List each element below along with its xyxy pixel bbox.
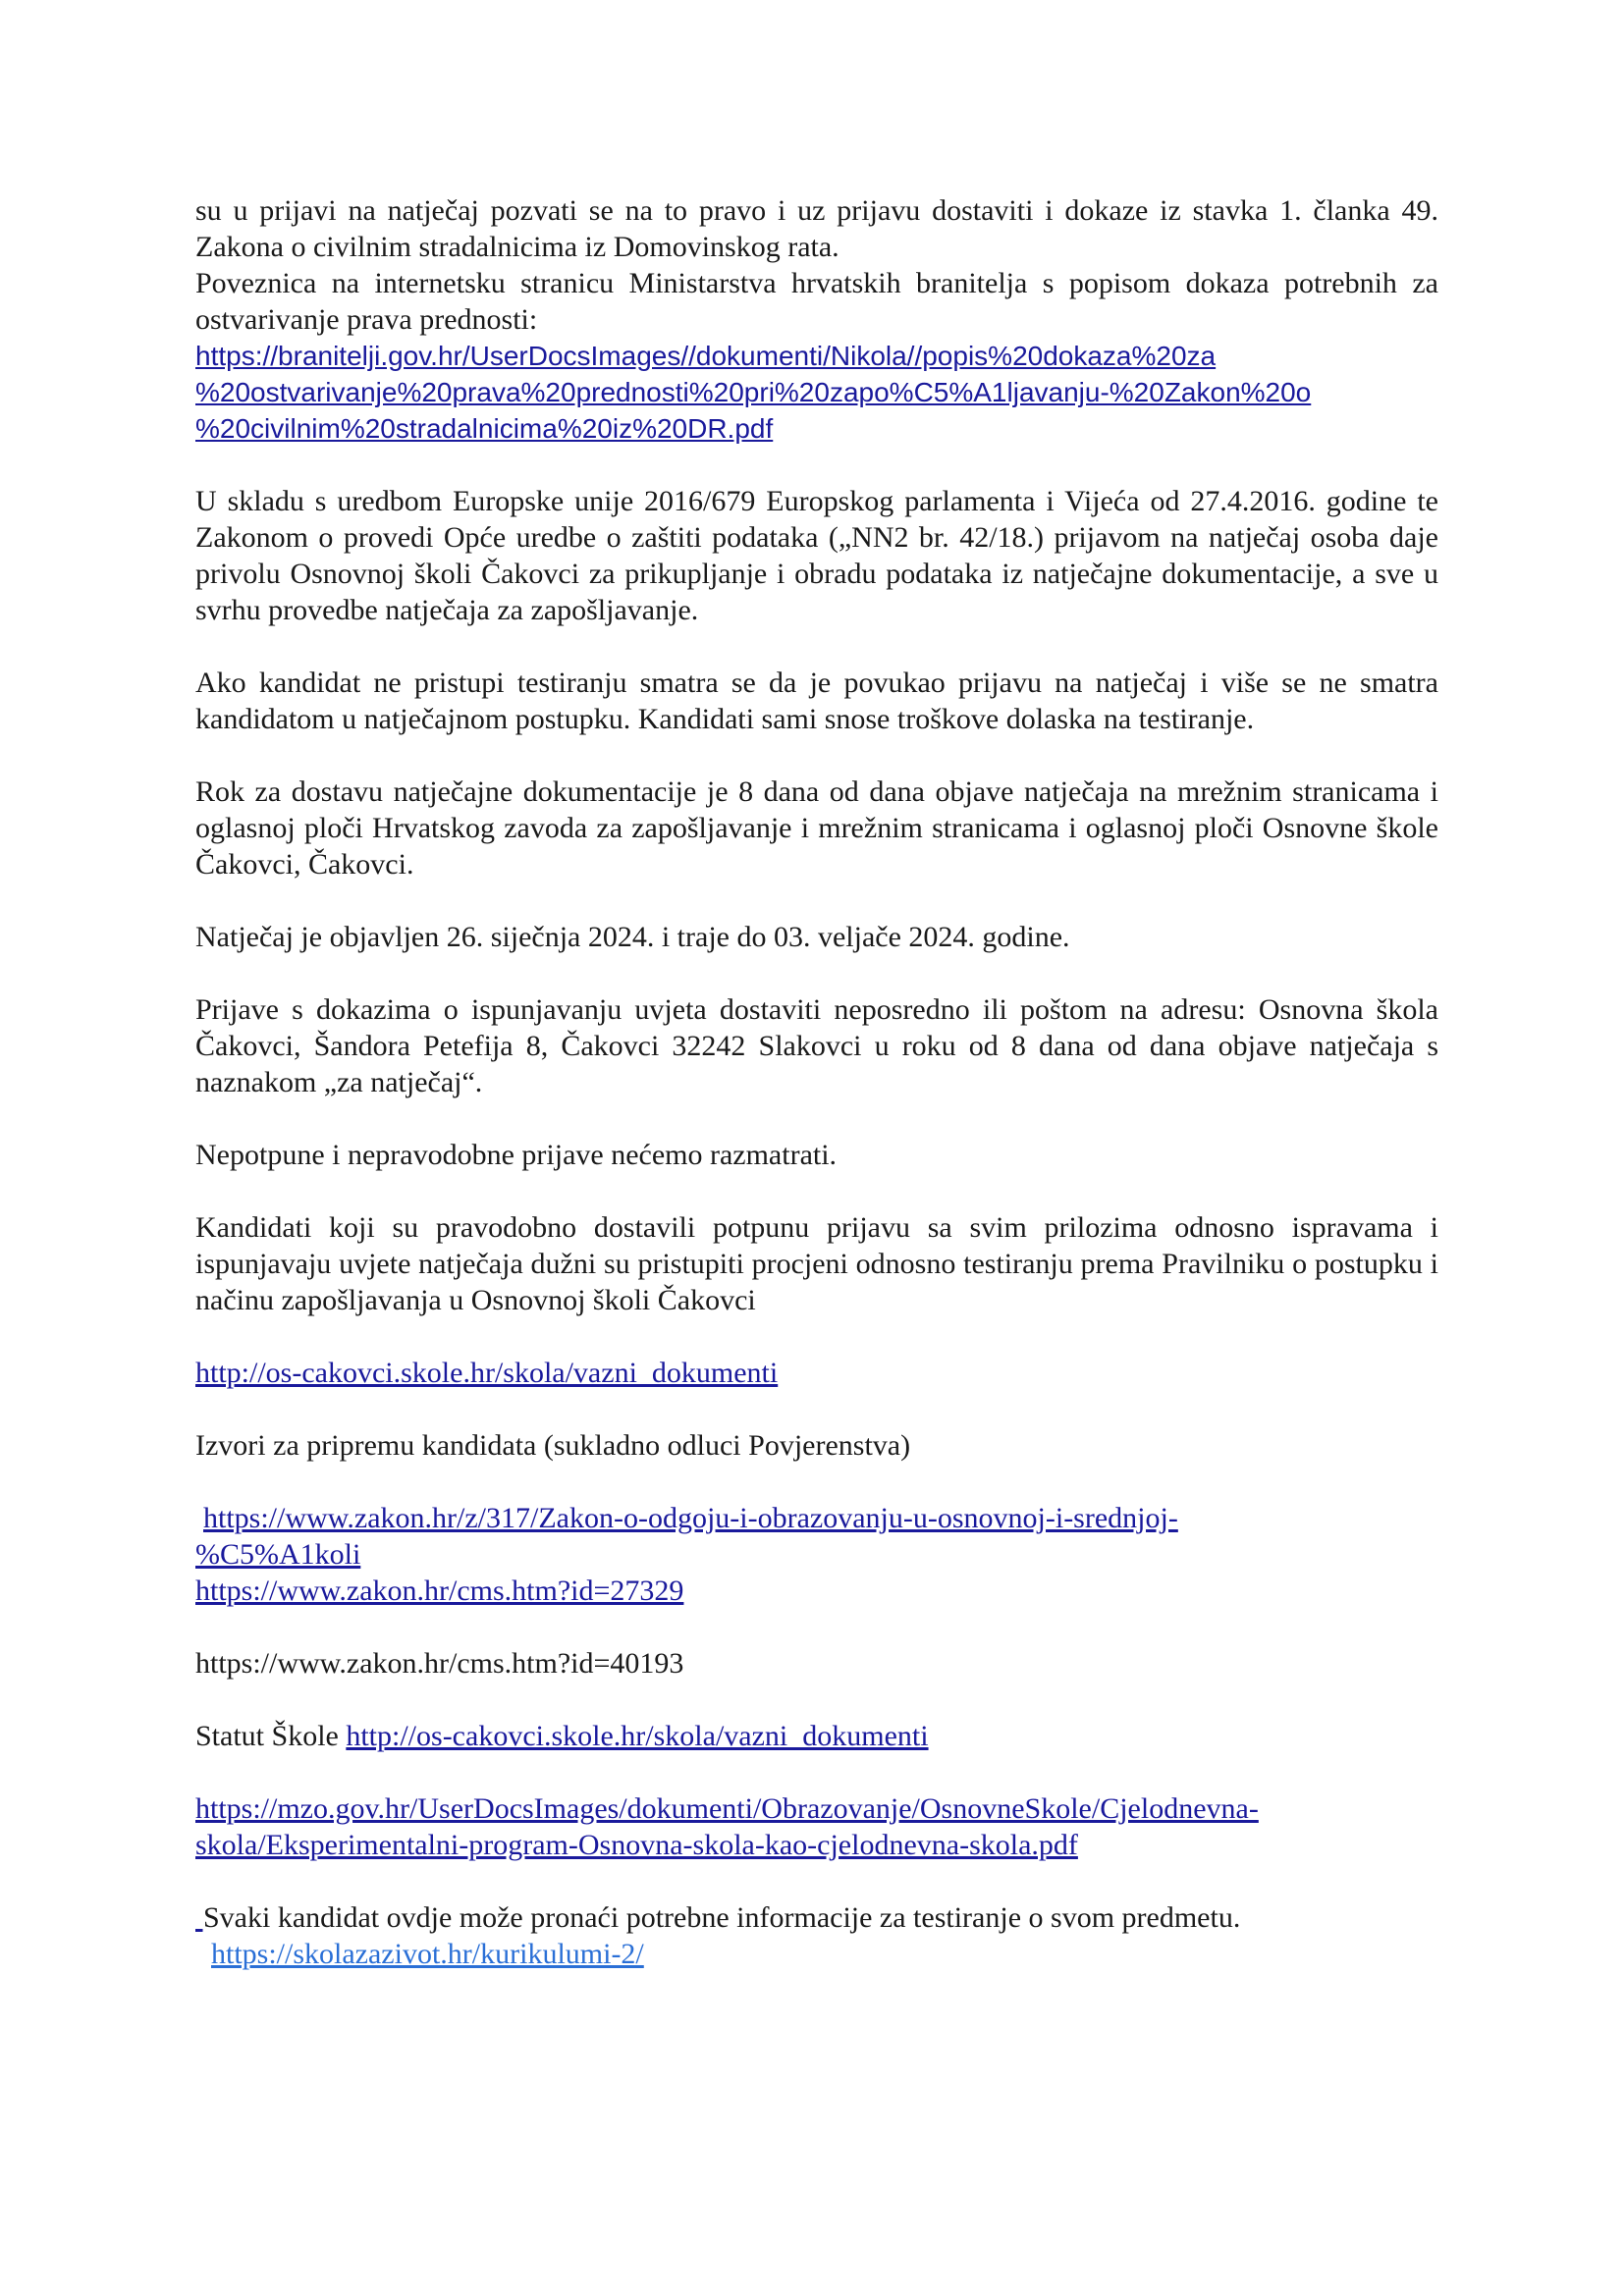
- document-page: [195, 192, 1438, 1972]
- paragraph-ministry-link-intro: Poveznica na internetsku stranicu Ministarstva hrvatskih branitelja s popisom dokaza potrebnih za ostvarivanje prava prednosti:: [195, 267, 1438, 336]
- paragraph-civil-victims: su u prijavi na natječaj pozvati se na to pravo i uz prijavu dostaviti i dokaze iz stavka 1. članka 49. Zakona o civilnim stradalnicima iz Domovinskog rata.: [195, 194, 1438, 263]
- paragraph-deadline: Rok za dostavu natječajne dokumentacije je 8 dana od dana objave natječaja na mrežnim stranicama i oglasnoj ploči Hrvatskog zavoda za zapošljavanje i mrežnim stranicama i oglasnoj ploči Osnovne škole Čakovci, Čakovci.: [195, 775, 1438, 881]
- paragraph-candidates-testing: Kandidati koji su pravodobno dostavili potpunu prijavu sa svim prilozima odnosno ispravama i ispunjavaju uvjete natječaja dužni su pristupiti procjeni odnosno testiranju prema Pravilniku o postupku i načinu zapošljavanja u Osnovnoj školi Čakovci: [195, 1211, 1438, 1316]
- link-zakon-cms-27329[interactable]: https://www.zakon.hr/cms.htm?id=27329: [195, 1575, 684, 1607]
- link-vazni-dokumenti[interactable]: http://os-cakovci.skole.hr/skola/vazni_dokumenti: [195, 1357, 779, 1389]
- statut-label: Statut Škole: [195, 1720, 347, 1752]
- link-mzo-line-2[interactable]: skola/Eksperimentalni-program-Osnovna-skola-kao-cjelodnevna-skola.pdf: [195, 1829, 1078, 1861]
- link-mzo-line-1[interactable]: https://mzo.gov.hr/UserDocsImages/dokumenti/Obrazovanje/OsnovneSkole/Cjelodnevna-: [195, 1792, 1259, 1825]
- paragraph-candidate-info: [195, 1899, 1438, 1936]
- candidate-info-text: Svaki kandidat ovdje može pronaći potrebne informacije za testiranje o svom predmetu.: [203, 1901, 1241, 1934]
- link-zakon-odgoj-line-2[interactable]: %C5%A1koli: [195, 1538, 361, 1571]
- link-statut-vazni-dokumenti[interactable]: http://os-cakovci.skole.hr/skola/vazni_dokumenti: [346, 1720, 929, 1752]
- link-zakon-odgoj-line-1[interactable]: https://www.zakon.hr/z/317/Zakon-o-odgoju-i-obrazovanju-u-osnovnoj-i-srednjoj-: [203, 1502, 1178, 1534]
- link-branitelji-line-3[interactable]: %20civilnim%20stradalnicima%20iz%20DR.pdf: [195, 413, 774, 444]
- link-branitelji-line-2[interactable]: %20ostvarivanje%20prava%20prednosti%20pri%20zapo%C5%A1ljavanju-%20Zakon%20o: [195, 377, 1312, 407]
- paragraph-incomplete-applications: Nepotpune i nepravodobne prijave nećemo razmatrati.: [195, 1139, 838, 1171]
- statut-line: [195, 1718, 1438, 1754]
- paragraph-gdpr: U skladu s uredbom Europske unije 2016/679 Europskog parlamenta i Vijeća od 27.4.2016. godine te Zakonom o provedi Opće uredbe o zaštiti podataka („NN2 br. 42/18.) prijavom na natječaj osoba daje privolu Osnovnoj školi Čakovci za prikupljanje i obradu podataka iz natječajne dokumentacije, a sve u svrhu provedbe natječaja za zapošljavanje.: [195, 485, 1438, 626]
- paragraph-application-address: Prijave s dokazima o ispunjavanju uvjeta dostaviti neposredno ili poštom na adresu: Osnovna škola Čakovci, Šandora Petefija 8, Čakovci 32242 Slakovci u roku od 8 dana od dana objave natječaja s naznakom „za natječaj“.: [195, 993, 1438, 1098]
- link-kurikulumi[interactable]: https://skolazazivot.hr/kurikulumi-2/: [211, 1938, 644, 1970]
- paragraph-sources-intro: Izvori za pripremu kandidata (sukladno odluci Povjerenstva): [195, 1429, 911, 1462]
- text-zakon-cms-40193: https://www.zakon.hr/cms.htm?id=40193: [195, 1647, 684, 1680]
- link-branitelji-line-1[interactable]: https://branitelji.gov.hr/UserDocsImages//dokumenti/Nikola//popis%20dokaza%20za: [195, 341, 1217, 371]
- paragraph-published-dates: Natječaj je objavljen 26. siječnja 2024. i traje do 03. veljače 2024. godine.: [195, 921, 1070, 953]
- link-branitelji[interactable]: [195, 338, 1438, 447]
- paragraph-testing-absence: Ako kandidat ne pristupi testiranju smatra se da je povukao prijavu na natječaj i više se ne smatra kandidatom u natječajnom postupku. Kandidati sami snose troškove dolaska na testiranje.: [195, 667, 1438, 735]
